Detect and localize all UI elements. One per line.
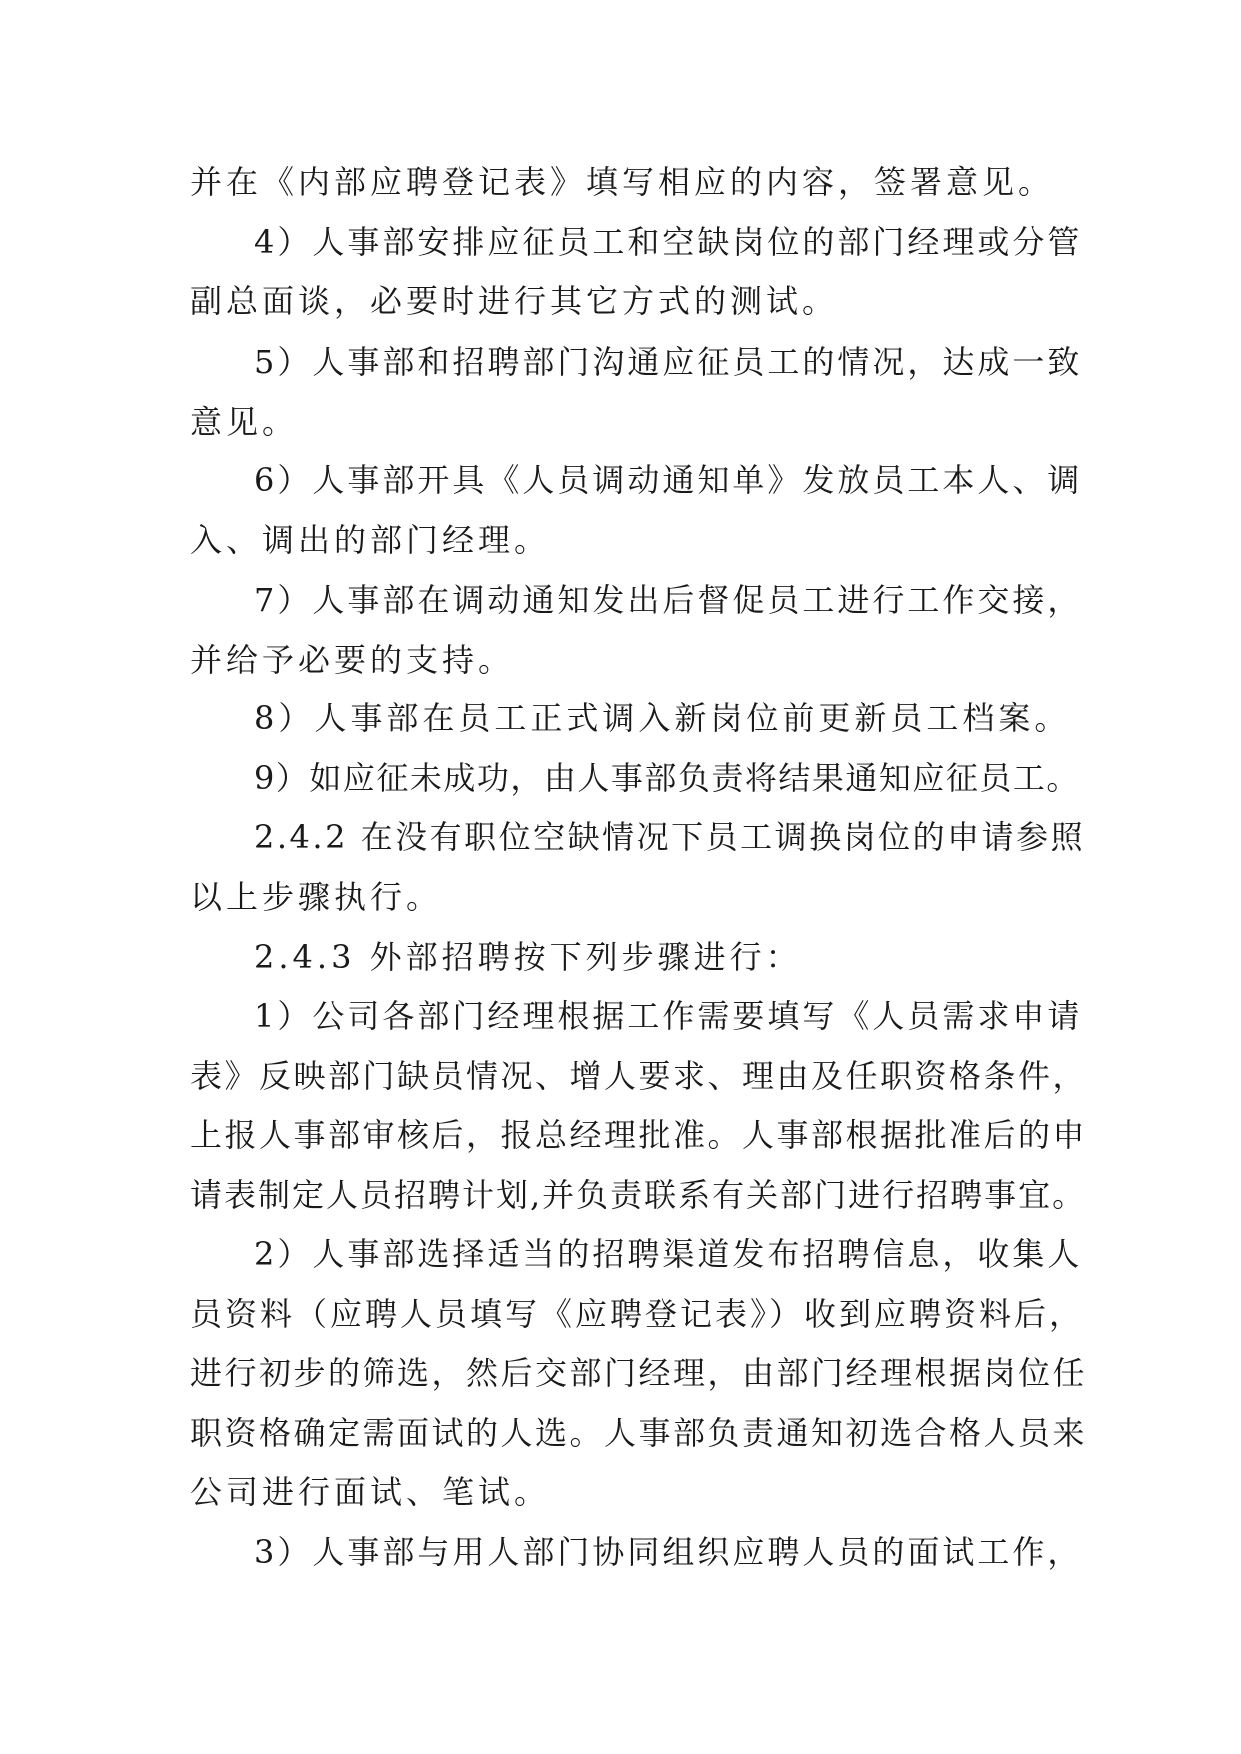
text-line-9: 并给予必要的支持。 bbox=[190, 641, 515, 679]
text-line-12: 2.4.2 在没有职位空缺情况下员工调换岗位的申请参照 bbox=[254, 818, 1086, 856]
text-line-16: 表》反映部门缺员情况、增人要求、理由及任职资格条件， bbox=[190, 1057, 1088, 1095]
text-line-21: 进行初步的筛选，然后交部门经理，由部门经理根据岗位任 bbox=[190, 1354, 1088, 1392]
text-line-2: 4）人事部安排应征员工和空缺岗位的部门经理或分管 bbox=[254, 223, 1083, 261]
text-line-3: 副总面谈，必要时进行其它方式的测试。 bbox=[190, 282, 839, 320]
text-line-18: 请表制定人员招聘计划,并负责联系有关部门进行招聘事宜。 bbox=[190, 1176, 1087, 1214]
text-line-6: 6）人事部开具《人员调动通知单》发放员工本人、调 bbox=[254, 461, 1083, 499]
text-line-10: 8）人事部在员工正式调入新岗位前更新员工档案。 bbox=[254, 699, 1071, 737]
text-line-20: 员资料（应聘人员填写《应聘登记表》）收到应聘资料后， bbox=[190, 1295, 1085, 1333]
text-line-1: 并在《内部应聘登记表》填写相应的内容，签署意见。 bbox=[190, 163, 1055, 201]
text-line-11: 9）如应征未成功，由人事部负责将结果通知应征员工。 bbox=[254, 759, 1080, 797]
text-line-7: 入、调出的部门经理。 bbox=[190, 521, 551, 559]
text-line-15: 1）公司各部门经理根据工作需要填写《人员需求申请 bbox=[254, 997, 1083, 1035]
text-line-13: 以上步骤执行。 bbox=[190, 878, 443, 916]
text-line-17: 上报人事部审核后，报总经理批准。人事部根据批准后的申 bbox=[190, 1116, 1088, 1154]
text-line-22: 职资格确定需面试的人选。人事部负责通知初选合格人员来 bbox=[190, 1414, 1088, 1452]
text-line-23: 公司进行面试、笔试。 bbox=[190, 1473, 551, 1511]
text-line-19: 2）人事部选择适当的招聘渠道发布招聘信息，收集人 bbox=[254, 1235, 1083, 1273]
text-line-8: 7）人事部在调动通知发出后督促员工进行工作交接， bbox=[254, 581, 1083, 619]
text-line-5: 意见。 bbox=[190, 403, 299, 441]
text-line-4: 5）人事部和招聘部门沟通应征员工的情况，达成一致 bbox=[254, 343, 1083, 381]
text-line-24: 3）人事部与用人部门协同组织应聘人员的面试工作， bbox=[254, 1533, 1083, 1571]
text-line-14: 2.4.3 外部招聘按下列步骤进行： bbox=[254, 938, 802, 976]
